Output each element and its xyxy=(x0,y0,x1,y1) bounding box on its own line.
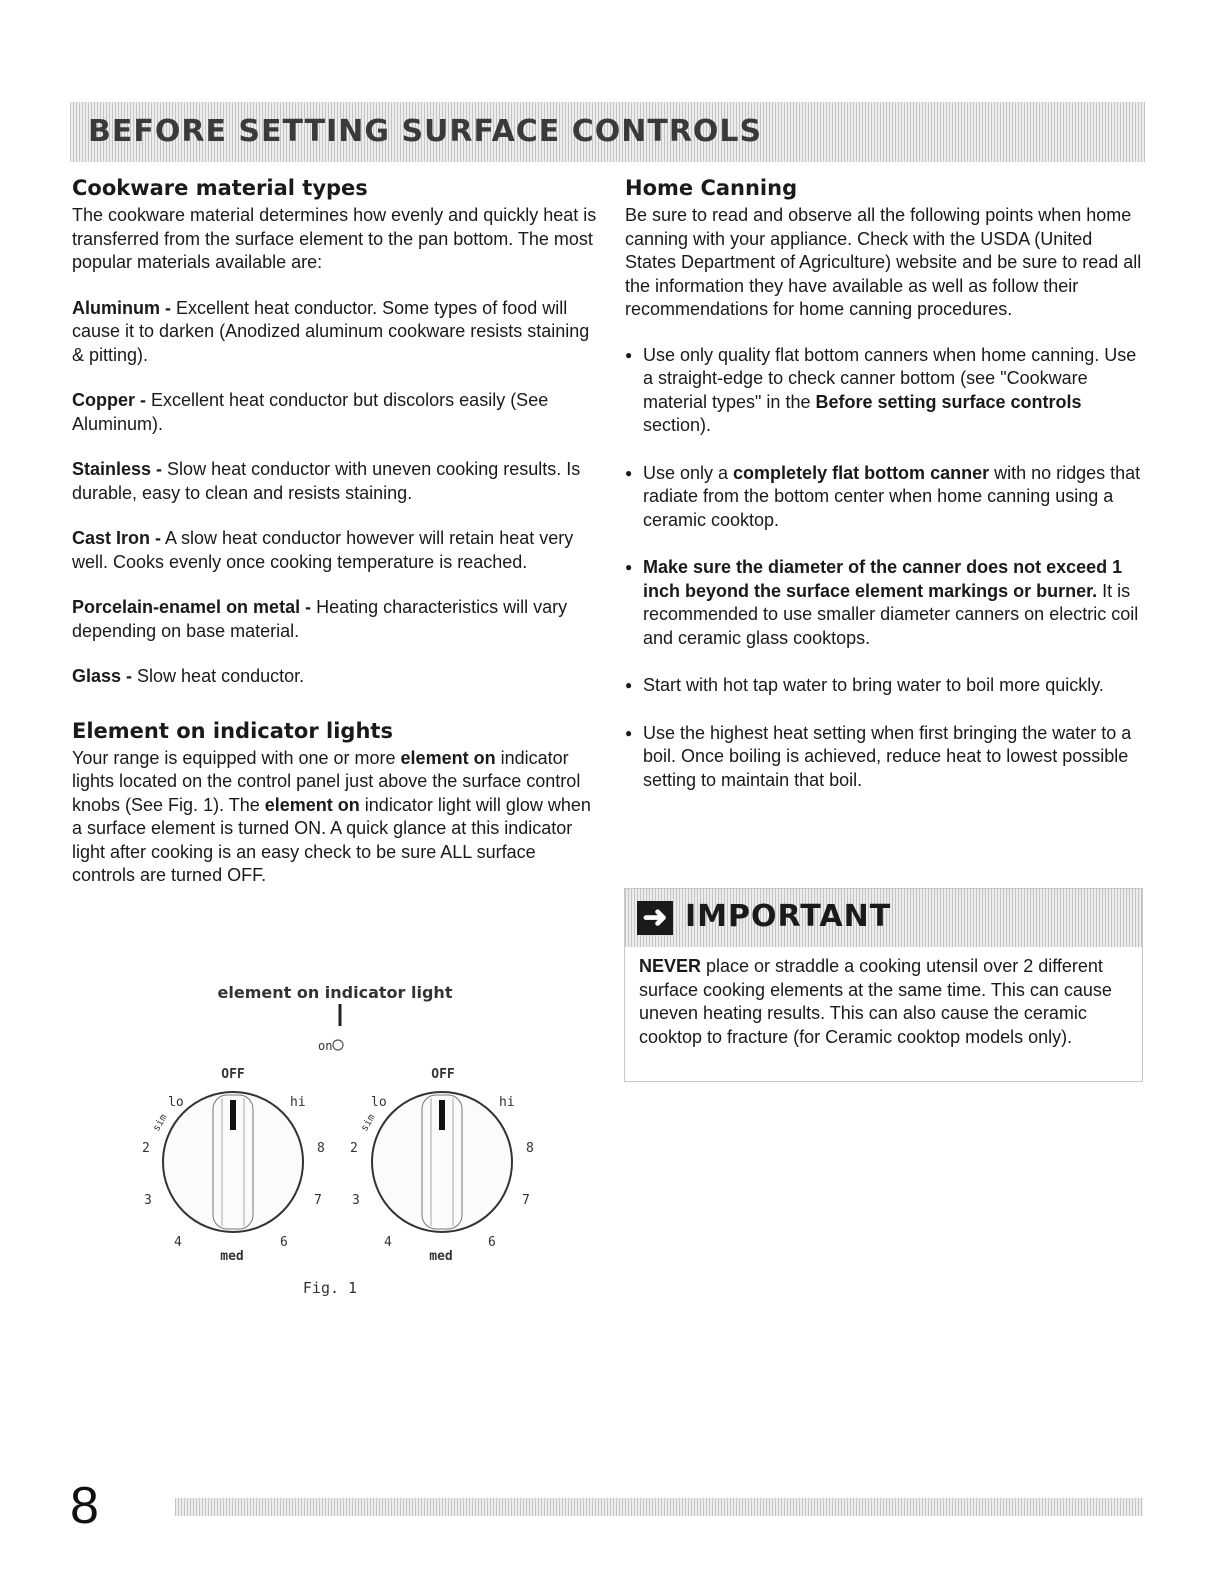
footer-bar xyxy=(175,1498,1143,1516)
dial-3: 3 xyxy=(144,1193,152,1208)
banner-title: BEFORE SETTING SURFACE CONTROLS xyxy=(88,114,763,149)
left-column xyxy=(72,176,597,910)
indicator-label: element on indicator light xyxy=(217,983,453,1002)
control-knobs-diagram xyxy=(130,980,570,1300)
knob-pointer xyxy=(230,1100,236,1130)
figure-caption: Fig. 1 xyxy=(302,1279,358,1297)
text-run: with no ridges that radiate from the bottom center when home canning using a ceramic cooktop. xyxy=(643,462,1141,530)
page-number: 8 xyxy=(70,1477,99,1535)
dial-6: 6 xyxy=(280,1235,288,1250)
med-label: med xyxy=(220,1249,244,1264)
sim-label: sim xyxy=(359,1112,378,1134)
material-name: Aluminum - xyxy=(72,297,171,318)
text-run: place or straddle a cooking utensil over 2 different surface cooking elements at the same time. This can cause uneven heating results. This can also cause the ceramic cooktop to fracture (for Ceramic cooktop models only). xyxy=(639,956,1112,1047)
text-run-bold: element on xyxy=(264,794,360,815)
material-name: Cast Iron - xyxy=(72,528,162,548)
knob-right[interactable] xyxy=(350,1067,534,1264)
material-copper xyxy=(72,389,597,436)
sim-label: sim xyxy=(151,1112,170,1134)
text-run-bold: completely flat bottom canner xyxy=(733,462,990,483)
material-name: Glass - xyxy=(72,666,133,686)
text-run-bold: Before setting surface controls xyxy=(815,391,1082,412)
cookware-intro: The cookware material determines how evenly and quickly heat is transferred from the surface element to the pan bottom. The most popular materials available are: xyxy=(72,205,597,272)
material-desc: Slow heat conductor with uneven cooking results. Is durable, easy to clean and resists staining. xyxy=(72,459,581,503)
text-run: indicator light will glow when a surface element is turned ON. A quick glance at this indicator light after cooking is an easy check to be sure ALL surface controls are turned OFF. xyxy=(72,794,591,885)
important-body xyxy=(625,947,1142,1049)
material-desc: Excellent heat conductor. Some types of food will cause it to darken (Anodized aluminum cookware resists staining & pitting). xyxy=(72,297,590,365)
text-run: Start with hot tap water to bring water to boil more quickly. xyxy=(643,675,1104,695)
list-item xyxy=(625,722,1145,793)
lo-label: lo xyxy=(371,1095,387,1110)
indicator-text xyxy=(72,747,597,888)
lo-label: lo xyxy=(168,1095,184,1110)
list-item xyxy=(625,556,1145,650)
med-label: med xyxy=(429,1249,453,1264)
material-desc: A slow heat conductor however will retain heat very well. Cooks evenly once cooking temperature is reached. xyxy=(72,528,574,572)
canning-intro: Be sure to read and observe all the following points when home canning with your appliance. Check with the USDA (United States Department of Agriculture) website and be sure to read all the information they have available as well as follow their recommendations for home canning procedures. xyxy=(625,205,1142,319)
off-label: OFF xyxy=(431,1067,455,1082)
dial-2: 2 xyxy=(350,1141,358,1156)
text-run-bold: Make sure the diameter of the canner does not exceed 1 inch beyond the surface element markings or burner. xyxy=(643,557,1123,601)
text-run: It is recommended to use smaller diameter canners on electric coil and ceramic glass cooktops. xyxy=(643,580,1139,648)
list-item xyxy=(625,462,1145,533)
text-run: section). xyxy=(643,415,712,435)
text-run: Use the highest heat setting when first bringing the water to a boil. Once boiling is achieved, reduce heat to lowest possible setting to maintain that boil. xyxy=(643,722,1132,790)
material-name: Porcelain-enamel on metal - xyxy=(72,597,312,617)
figure-1 xyxy=(130,980,570,1300)
material-name: Stainless - xyxy=(72,459,163,479)
list-item xyxy=(625,674,1145,698)
indicator-heading: Element on indicator lights xyxy=(72,718,393,743)
material-cast-iron xyxy=(72,527,597,574)
canning-list xyxy=(625,344,1145,793)
cookware-heading: Cookware material types xyxy=(72,176,368,200)
off-label: OFF xyxy=(221,1067,245,1082)
section-banner xyxy=(70,102,1145,162)
right-column xyxy=(625,176,1145,816)
text-run-bold: element on xyxy=(400,747,496,768)
text-run: Your range is equipped with one or more xyxy=(72,747,401,768)
important-label: IMPORTANT xyxy=(685,899,892,934)
hi-label: hi xyxy=(499,1095,515,1110)
text-run: Use only a xyxy=(643,462,734,483)
material-name: Copper - xyxy=(72,390,146,410)
on-text: on xyxy=(318,1039,333,1053)
material-porcelain xyxy=(72,596,597,643)
dial-8: 8 xyxy=(526,1141,534,1156)
material-desc: Excellent heat conductor but discolors easily (See Aluminum). xyxy=(72,390,549,434)
indicator-light-icon xyxy=(333,1040,343,1050)
material-desc: Slow heat conductor. xyxy=(132,666,305,686)
list-item xyxy=(625,344,1145,438)
material-aluminum xyxy=(72,297,597,368)
hi-label: hi xyxy=(290,1095,306,1110)
dial-3: 3 xyxy=(352,1193,360,1208)
important-header xyxy=(625,889,1142,947)
knob-left[interactable] xyxy=(142,1067,325,1264)
canning-heading: Home Canning xyxy=(625,176,798,200)
important-notice xyxy=(624,888,1143,1082)
material-desc: Heating characteristics will vary depending on base material. xyxy=(72,597,568,641)
text-run: Use only quality flat bottom canners when home canning. Use a straight-edge to check canner bottom (see "Cookware material types" in the xyxy=(643,344,1137,412)
dial-7: 7 xyxy=(522,1193,530,1208)
knob-pointer xyxy=(439,1100,445,1130)
text-run: indicator lights located on the control panel just above the surface control knobs (See Fig. 1). The xyxy=(72,747,581,815)
arrow-right-icon: ➜ xyxy=(637,901,673,935)
text-run-bold: NEVER xyxy=(639,956,702,976)
dial-4: 4 xyxy=(384,1235,392,1250)
dial-4: 4 xyxy=(174,1235,182,1250)
dial-2: 2 xyxy=(142,1141,150,1156)
dial-7: 7 xyxy=(314,1193,322,1208)
material-stainless xyxy=(72,458,597,505)
dial-8: 8 xyxy=(317,1141,325,1156)
dial-6: 6 xyxy=(488,1235,496,1250)
material-glass xyxy=(72,665,597,689)
